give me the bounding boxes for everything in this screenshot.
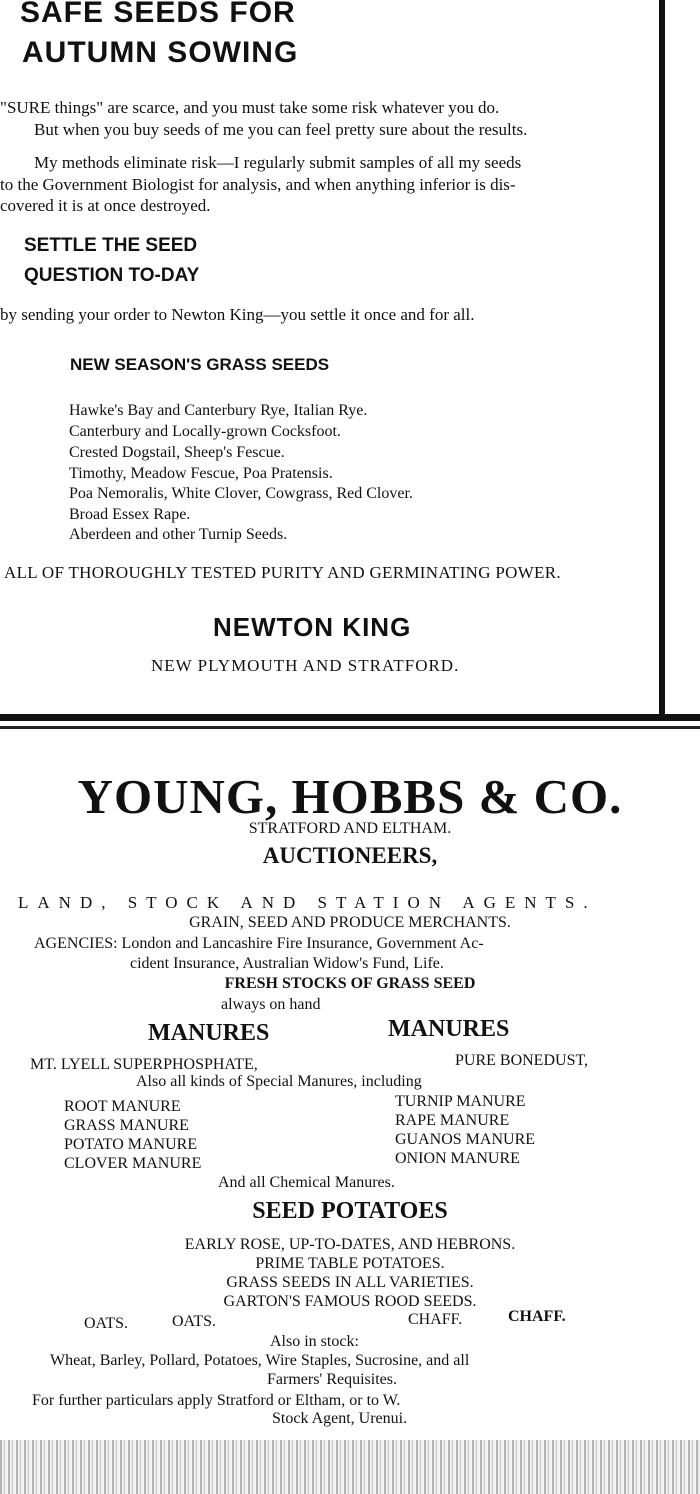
seed-list-item: Aberdeen and other Turnip Seeds. (69, 526, 288, 543)
ad2-chaff-1: CHAFF. (408, 1311, 463, 1328)
manure-left-item: ROOT MANURE (64, 1098, 181, 1115)
ad2-potato-line1: EARLY ROSE, UP-TO-DATES, AND HEBRONS. (184, 1236, 516, 1253)
manure-left-item: GRASS MANURE (64, 1117, 189, 1134)
seed-list-item: Timothy, Meadow Fescue, Poa Pratensis. (69, 465, 333, 482)
seed-list-item: Hawke's Bay and Canterbury Rye, Italian Rye. (69, 402, 368, 419)
ad1-para2-line1: My methods eliminate risk—I regularly submit samples of all my seeds (34, 153, 522, 172)
ad2-seed-potatoes: SEED POTATOES (252, 1198, 448, 1224)
ad2-special-manures: Also all kinds of Special Manures, including (136, 1073, 422, 1090)
ad1-purity-line: ALL OF THOROUGHLY TESTED PURITY AND GERMINATING POWER. (4, 563, 561, 582)
print-noise-strip (0, 1440, 700, 1494)
ad2-role: AUCTIONEERS, (262, 843, 438, 868)
ad2-potato-line3: GRASS SEEDS IN ALL VARIETIES. (226, 1274, 474, 1291)
manure-left-item: CLOVER MANURE (64, 1155, 202, 1172)
ad2-oats-1: OATS. (84, 1315, 129, 1332)
ad2-bonedust: PURE BONEDUST, (455, 1052, 589, 1069)
ad2-superphosphate: MT. LYELL SUPERPHOSPHATE, (30, 1056, 258, 1073)
ad1-subheading-line2: QUESTION TO-DAY (24, 265, 200, 286)
ad1-heading-line2: AUTUMN SOWING (22, 36, 299, 69)
ad1-para1-line2: But when you buy seeds of me you can feel pretty sure about the results. (34, 120, 528, 139)
seed-list-item: Crested Dogstail, Sheep's Fescue. (69, 444, 285, 461)
ad1-locations: NEW PLYMOUTH AND STRATFORD. (151, 656, 460, 675)
ad2-stock-line2: Farmers' Requisites. (267, 1371, 397, 1388)
ad1-para3: by sending your order to Newton King—you settle it once and for all. (0, 305, 475, 324)
ad2-particulars-line2: Stock Agent, Urenui. (272, 1410, 408, 1427)
ad1-para1-line1: "SURE things" are scarce, and you must take some risk whatever you do. (0, 98, 500, 117)
manure-right-item: TURNIP MANURE (395, 1093, 526, 1110)
ad2-agents: LAND, STOCK AND STATION AGENTS. (18, 893, 597, 912)
vertical-border (659, 0, 665, 720)
ad2-agencies-line1: AGENCIES: London and Lancashire Fire Insurance, Government Ac- (34, 935, 484, 952)
ad2-potato-line2: PRIME TABLE POTATOES. (255, 1255, 445, 1272)
ad2-fresh-stocks: FRESH STOCKS OF GRASS SEED (224, 975, 476, 992)
ad2-chemical: And all Chemical Manures. (218, 1174, 395, 1191)
ad2-merchants: GRAIN, SEED AND PRODUCE MERCHANTS. (189, 914, 511, 931)
seed-list-item: Broad Essex Rape. (69, 506, 191, 523)
ad1-para2-line3: covered it is at once destroyed. (0, 196, 211, 215)
ad2-oats-2: OATS. (172, 1313, 217, 1330)
ad1-subheading-line1: SETTLE THE SEED (24, 235, 198, 256)
ad2-potato-line4: GARTON'S FAMOUS ROOD SEEDS. (223, 1293, 477, 1310)
ad2-chaff-2: CHAFF. (508, 1308, 566, 1325)
ad1-para2-line2: to the Government Biologist for analysis, and when anything inferior is dis- (0, 175, 516, 194)
ad1-company-name: NEWTON KING (213, 612, 412, 642)
divider-rule (0, 714, 700, 721)
manure-right-item: ONION MANURE (395, 1150, 520, 1167)
ad2-particulars-line1: For further particulars apply Stratford or Eltham, or to W. (32, 1392, 401, 1409)
seed-list-item: Canterbury and Locally-grown Cocksfoot. (69, 423, 341, 440)
manure-left-item: POTATO MANURE (64, 1136, 198, 1153)
seed-list-item: Poa Nemoralis, White Clover, Cowgrass, Red Clover. (69, 485, 413, 502)
ad2-agencies-line2: cident Insurance, Australian Widow's Fund, Life. (130, 955, 444, 972)
ad2-manures-right: MANURES (388, 1016, 510, 1042)
ad2-also-stock: Also in stock: (270, 1333, 359, 1350)
ad2-company-name: YOUNG, HOBBS & CO. (77, 769, 623, 824)
ad1-heading-line1: SAFE SEEDS FOR (20, 0, 296, 29)
ad2-manures-left: MANURES (148, 1020, 270, 1046)
manure-right-item: GUANOS MANURE (395, 1131, 536, 1148)
divider-rule-thin (0, 726, 700, 729)
manure-right-item: RAPE MANURE (395, 1112, 510, 1129)
ad1-grass-heading: NEW SEASON'S GRASS SEEDS (70, 355, 330, 374)
ad2-locations: STRATFORD AND ELTHAM. (248, 820, 452, 837)
ad2-always: always on hand (221, 996, 321, 1013)
ad2-stock-line1: Wheat, Barley, Pollard, Potatoes, Wire Staples, Sucrosine, and all (50, 1352, 470, 1369)
